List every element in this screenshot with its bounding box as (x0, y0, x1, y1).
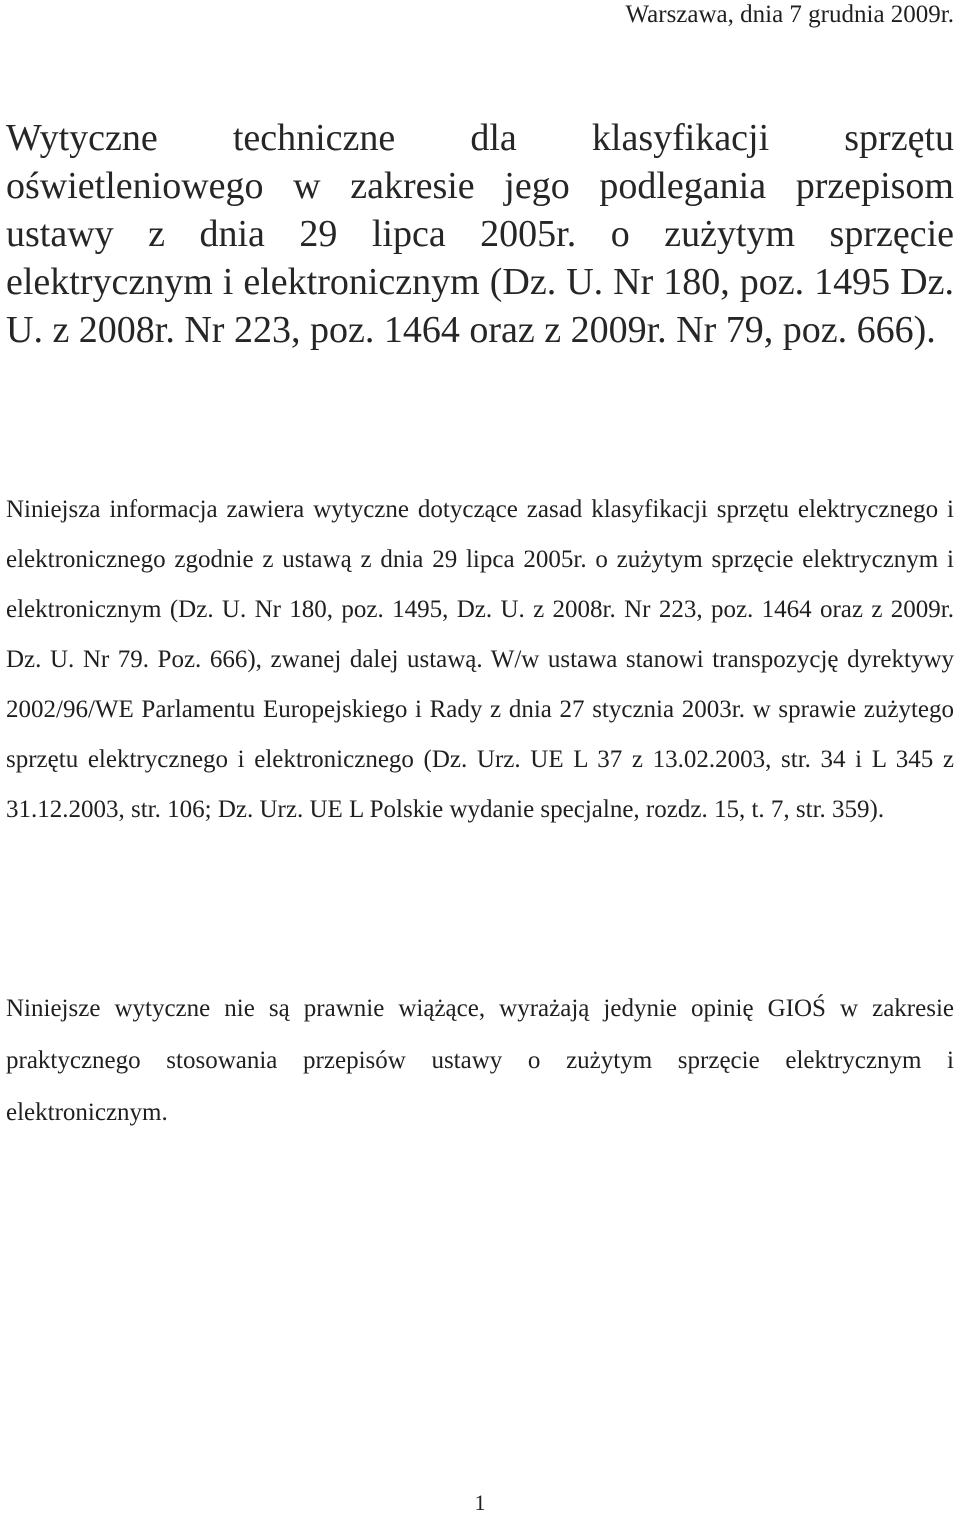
paragraph-introduction: Niniejsza informacja zawiera wytyczne dotyczące zasad klasyfikacji sprzętu elektrycznego i elektronicznego zgodnie z ustawą z dnia 29 lipca 2005r. o zużytym sprzęcie elektrycznym i elektronicznym (Dz. U. Nr 180, poz. 1495, Dz. U. z 2008r. Nr 223, poz. 1464 oraz z 2009r. Dz. U. Nr 79. Poz. 666), zwanej dalej ustawą. W/w ustawa stanowi transpozycję dyrektywy 2002/96/WE Parlamentu Europejskiego i Rady z dnia 27 stycznia 2003r. w sprawie zużytego sprzętu elektrycznego i elektronicznego (Dz. Urz. UE L 37 z 13.02.2003, str. 34 i L 345 z 31.12.2003, str. 106; Dz. Urz. UE L Polskie wydanie specjalne, rozdz. 15, t. 7, str. 359). (6, 496, 954, 823)
page-number: 1 (474, 1490, 486, 1515)
document-date: Warszawa, dnia 7 grudnia 2009r. (625, 1, 954, 28)
paragraph-disclaimer: Niniejsze wytyczne nie są prawnie wiążące, wyrażają jedynie opinię GIOŚ w zakresie praktycznego stosowania przepisów ustawy o zużytym sprzęcie elektrycznym i elektronicznym. (6, 995, 954, 1126)
document-title: Wytyczne techniczne dla klasyfikacji sprzętu oświetleniowego w zakresie jego podlegania przepisom ustawy z dnia 29 lipca 2005r. o zużytym sprzęcie elektrycznym i elektronicznym (Dz. U. Nr 180, poz. 1495 Dz. U. z 2008r. Nr 223, poz. 1464 oraz z 2009r. Nr 79, poz. 666). (6, 117, 954, 351)
